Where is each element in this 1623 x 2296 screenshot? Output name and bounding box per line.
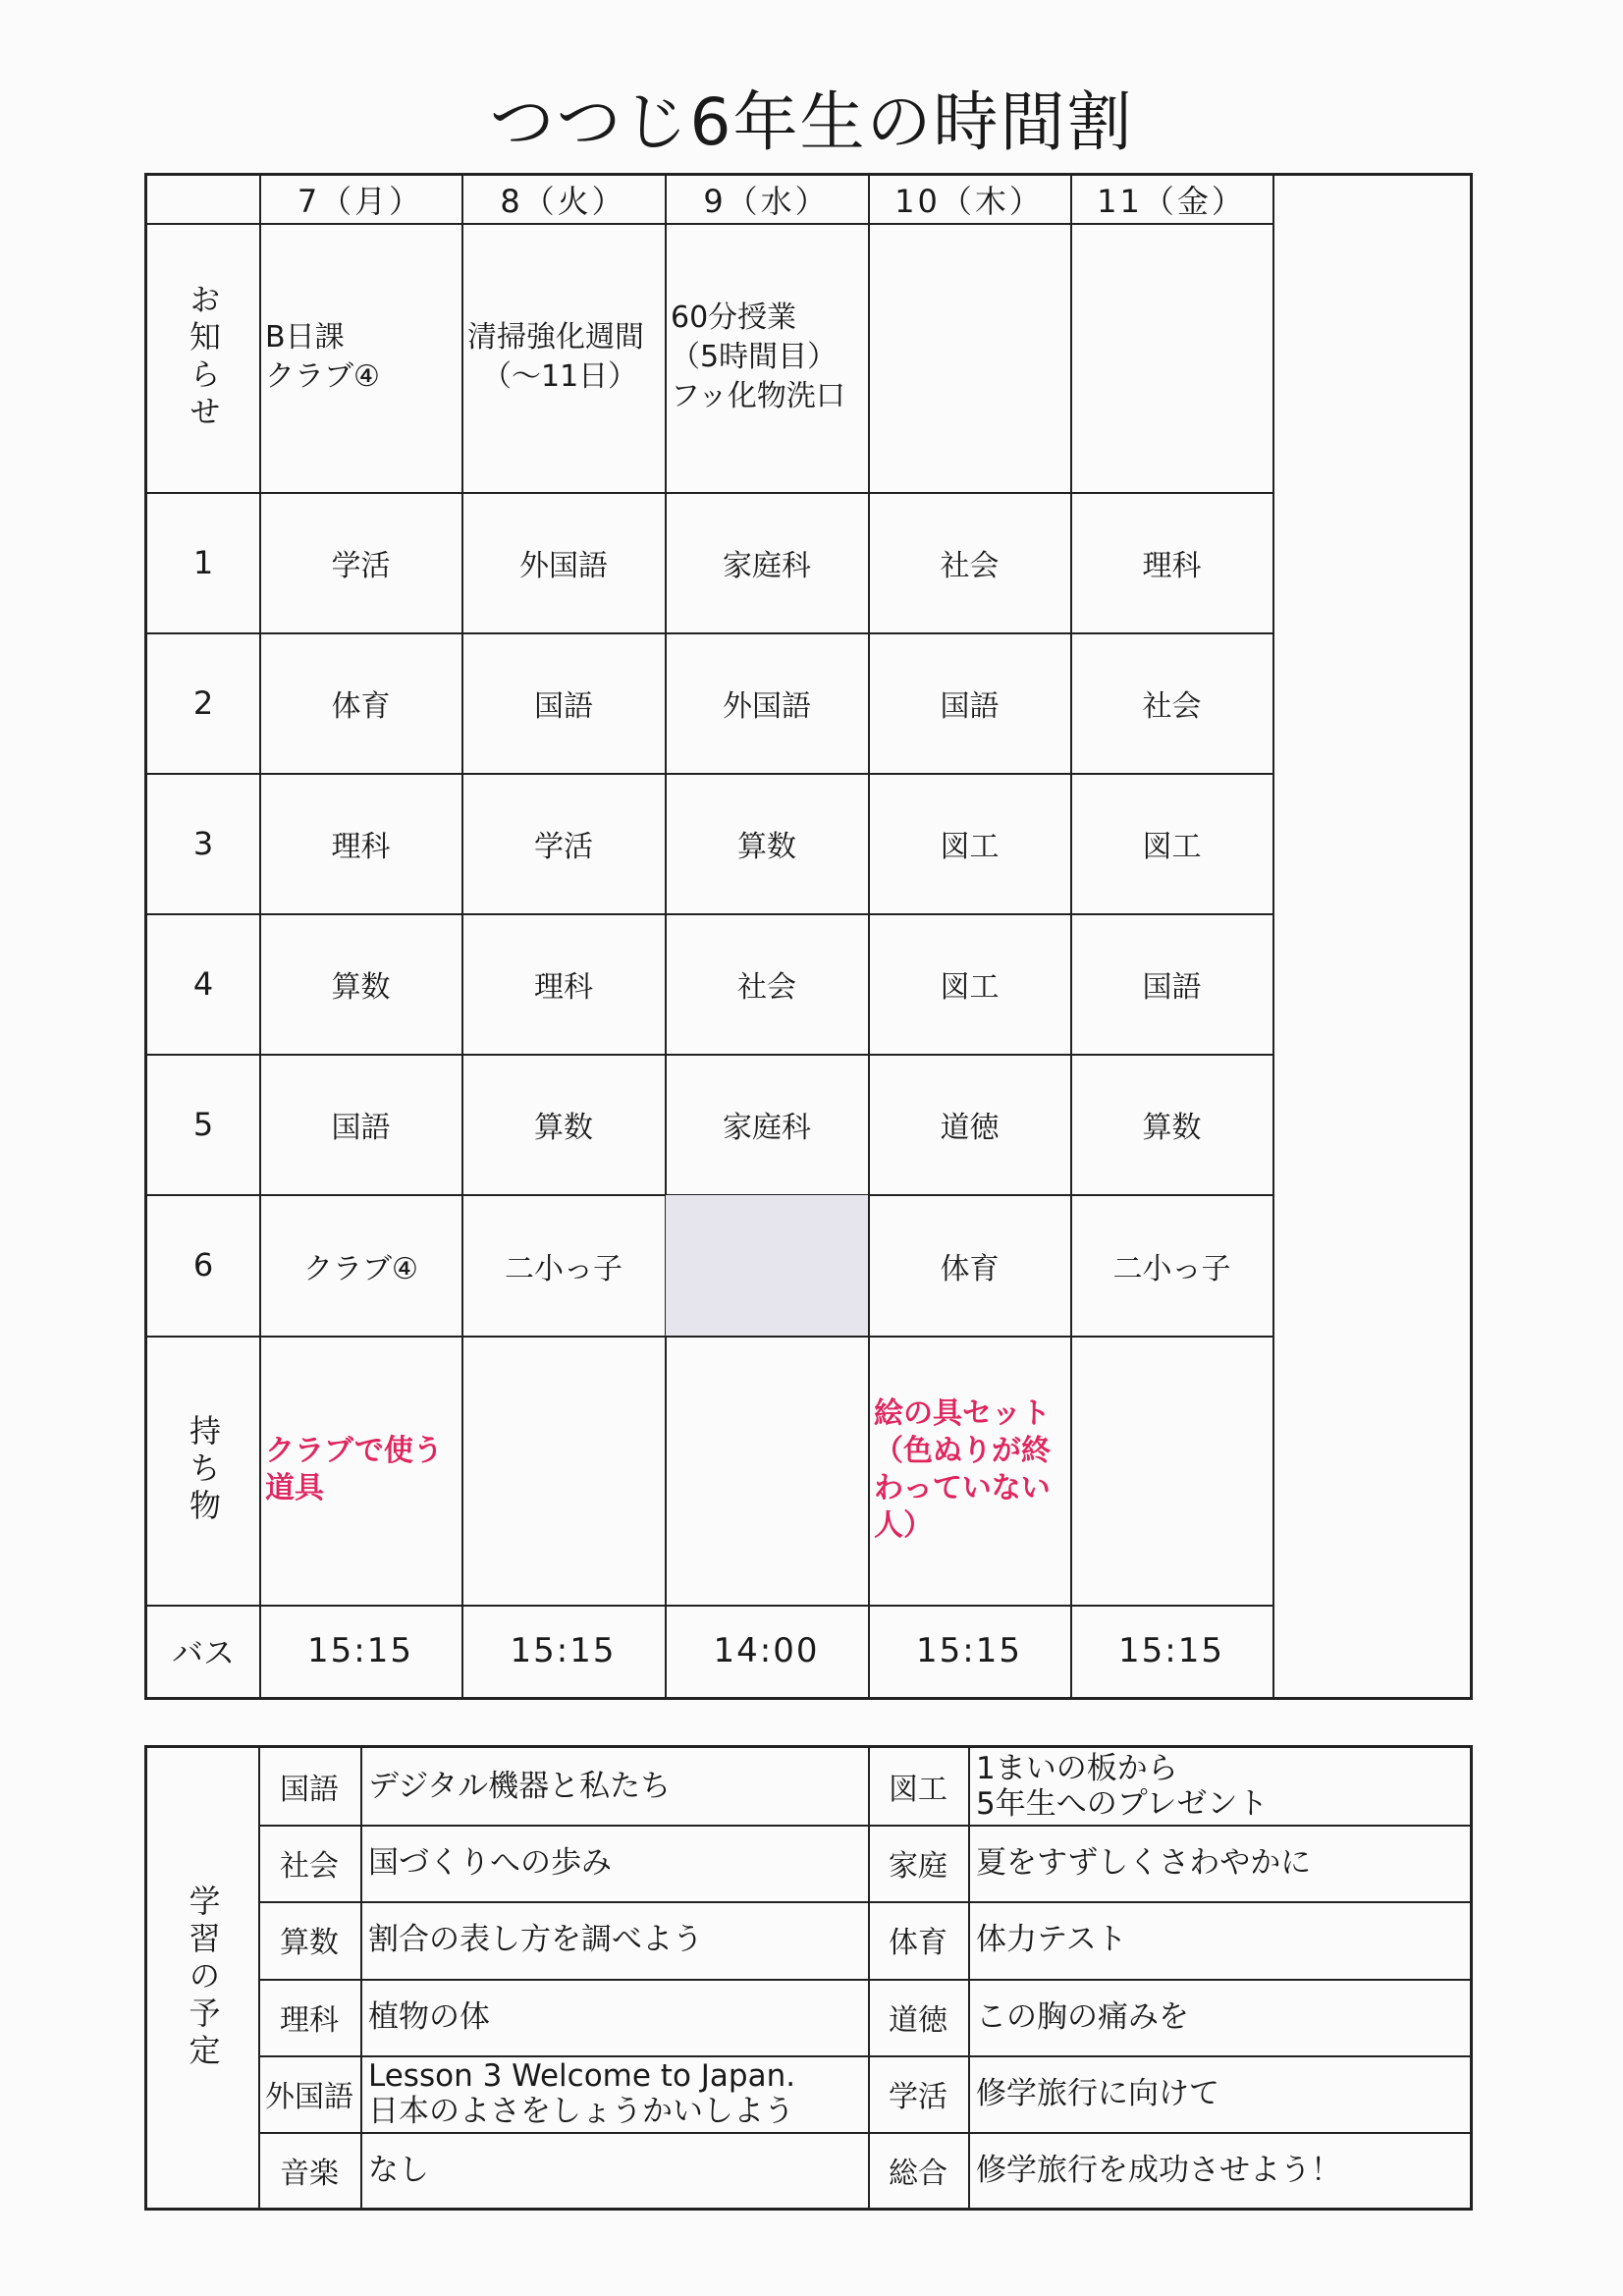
plan-topic: この胸の痛みを [976, 1999, 1189, 2035]
subject-cell: 国語 [331, 1111, 391, 1145]
plan-subject: 社会 [280, 1849, 339, 1884]
page-title: つつじ6年生の時間割 [489, 84, 1134, 160]
subject-cell: 算数 [737, 830, 796, 864]
plan-subject: 算数 [280, 1926, 339, 1960]
study-plan-table [144, 1745, 1473, 2211]
items-cell [1070, 1336, 1272, 1605]
plan-label: 学習の予定 [184, 1885, 222, 2071]
bus-time: 15:15 [1118, 1631, 1224, 1670]
subject-cell: 学活 [534, 830, 593, 864]
grid-line [1272, 176, 1274, 1697]
period-number: 2 [192, 683, 214, 722]
subject-cell: 社会 [737, 970, 796, 1005]
subject-cell: 図工 [940, 830, 1000, 864]
subject-cell: 図工 [940, 970, 1000, 1005]
subject-cell: 理科 [534, 970, 593, 1005]
plan-topic: 修学旅行を成功させよう！ [976, 2153, 1341, 2188]
items-cell: 絵の具セット （色ぬりが終 わっていない 人） [874, 1396, 1051, 1543]
bus-label: バス [171, 1634, 235, 1671]
subject-cell: 算数 [534, 1111, 593, 1145]
plan-topic: 割合の表し方を調べよう [368, 1922, 703, 1957]
period-number: 1 [192, 543, 214, 581]
notice-cell [868, 223, 1070, 492]
plan-subject: 道徳 [889, 2003, 947, 2038]
subject-cell: クラブ④ [303, 1251, 418, 1286]
plan-topic: 植物の体 [368, 1999, 490, 2035]
period-number: 6 [192, 1246, 214, 1284]
subject-cell: 外国語 [723, 689, 811, 724]
subject-cell: 体育 [940, 1251, 1000, 1286]
period-number: 4 [192, 964, 214, 1003]
subject-cell: 社会 [1142, 689, 1202, 724]
plan-topic: 体力テスト [976, 1922, 1127, 1957]
plan-topic: 1まいの板から 5年生へのプレゼント [976, 1751, 1269, 1822]
subject-cell: 算数 [1142, 1111, 1202, 1145]
subject-cell: 家庭科 [723, 1111, 811, 1145]
plan-topic: 修学旅行に向けて [976, 2076, 1219, 2111]
subject-cell: 道徳 [940, 1111, 1000, 1145]
subject-cell: 理科 [1142, 549, 1202, 583]
bus-time: 15:15 [307, 1631, 413, 1670]
plan-subject: 音楽 [280, 2157, 339, 2191]
items-cell: クラブで使う 道具 [265, 1434, 443, 1505]
day-header: 11（金） [1097, 183, 1246, 220]
subject-cell: 社会 [940, 549, 1000, 583]
plan-subject: 国語 [280, 1773, 339, 1807]
plan-subject: 学活 [889, 2080, 947, 2114]
plan-topic: なし [368, 2153, 429, 2188]
subject-cell: 外国語 [519, 549, 608, 583]
subject-cell: 算数 [331, 970, 391, 1005]
subject-cell: 二小っ子 [1112, 1251, 1231, 1286]
plan-subject: 家庭 [889, 1849, 947, 1884]
timetable [144, 173, 1473, 1700]
plan-subject: 外国語 [265, 2080, 353, 2114]
subject-cell: 家庭科 [723, 549, 811, 583]
period-number: 3 [192, 824, 214, 862]
notice-cell: 60分授業 （5時間目） フッ化物洗口 [671, 301, 845, 413]
notice-cell: B日課 クラブ④ [265, 320, 380, 394]
items-cell [665, 1336, 868, 1605]
subject-cell: 国語 [1142, 970, 1202, 1005]
day-header: 9（水） [703, 183, 830, 220]
plan-topic: 夏をすずしくさわやかに [976, 1845, 1312, 1881]
bus-time: 14:00 [713, 1631, 820, 1670]
bus-time: 15:15 [916, 1631, 1022, 1670]
subject-cell: 図工 [1142, 830, 1202, 864]
subject-cell: 国語 [940, 689, 1000, 724]
subject-cell: 学活 [331, 549, 391, 583]
notice-cell [1070, 223, 1272, 492]
subject-cell [666, 1195, 868, 1336]
plan-subject: 理科 [280, 2003, 339, 2038]
day-header: 8（火） [500, 183, 626, 220]
day-header: 10（木） [894, 183, 1044, 220]
period-number: 5 [192, 1105, 214, 1143]
subject-cell: 二小っ子 [505, 1251, 622, 1286]
plan-subject: 図工 [889, 1773, 947, 1807]
plan-topic: デジタル機器と私たち [368, 1769, 672, 1804]
items-label: 持ち物 [185, 1414, 222, 1526]
day-header: 7（月） [297, 183, 424, 220]
notice-cell: 清掃強化週間 （～11日） [467, 320, 644, 394]
subject-cell: 理科 [331, 830, 391, 864]
subject-cell: 体育 [331, 689, 391, 724]
bus-time: 15:15 [510, 1631, 617, 1670]
plan-subject: 総合 [889, 2157, 947, 2191]
plan-subject: 体育 [889, 1926, 947, 1960]
subject-cell: 国語 [534, 689, 593, 724]
notice-label: お知らせ [185, 283, 222, 432]
plan-topic: Lesson 3 Welcome to Japan. 日本のよさをしょうかいしよう [368, 2058, 796, 2129]
items-cell [461, 1336, 665, 1605]
plan-topic: 国づくりへの歩み [368, 1845, 612, 1881]
